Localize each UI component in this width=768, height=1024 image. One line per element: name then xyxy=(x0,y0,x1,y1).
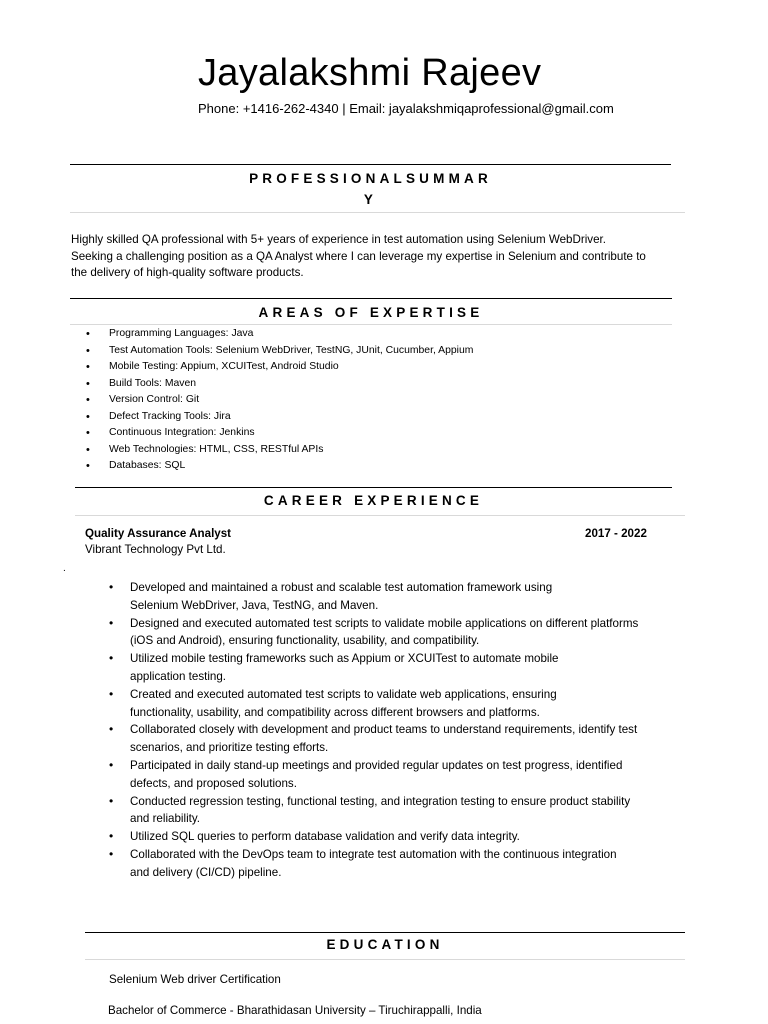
job-title: Quality Assurance Analyst xyxy=(85,527,232,540)
list-item: • Conducted regression testing, functional testing, and integration testing to ensure product stability and reliability. xyxy=(108,793,708,829)
summary-top-rule xyxy=(70,164,671,165)
career-top-rule xyxy=(75,487,672,488)
duties-list xyxy=(108,579,708,882)
summary-line: Seeking a challenging position as a QA Analyst where I can leverage my expertise in Selenium and contribute to xyxy=(71,249,646,263)
stray-marker: . xyxy=(63,563,66,574)
summary-line: the delivery of high-quality software products. xyxy=(71,266,304,280)
list-item: • Programming Languages: Java xyxy=(86,326,473,343)
list-item: • Test Automation Tools: Selenium WebDriver, TestNG, JUnit, Cucumber, Appium xyxy=(86,343,473,360)
list-item: • Databases: SQL xyxy=(86,458,473,475)
education-item: Selenium Web driver Certification xyxy=(109,973,281,986)
list-item: • Build Tools: Maven xyxy=(86,376,473,393)
list-item: • Mobile Testing: Appium, XCUITest, Android Studio xyxy=(86,359,473,376)
summary-bottom-rule xyxy=(70,212,685,213)
summary-heading-line2: Y xyxy=(363,192,378,207)
education-heading: EDUCATION xyxy=(326,937,444,952)
candidate-name: Jayalakshmi Rajeev xyxy=(198,52,542,94)
education-item: Bachelor of Commerce - Bharathidasan University – Tiruchirappalli, India xyxy=(108,1004,482,1017)
job-company: Vibrant Technology Pvt Ltd. xyxy=(85,543,226,556)
expertise-heading: AREAS OF EXPERTISE xyxy=(258,305,484,320)
job-years: 2017 - 2022 xyxy=(585,527,647,540)
expertise-top-rule xyxy=(70,298,672,299)
list-item: • Participated in daily stand-up meetings and provided regular updates on test progress, identified defects, and proposed solutions. xyxy=(108,757,708,793)
career-heading: CAREER EXPERIENCE xyxy=(263,493,484,508)
list-item: • Collaborated closely with development and product teams to understand requirements, identify test scenarios, and prioritize testing efforts. xyxy=(108,721,708,757)
list-item: • Collaborated with the DevOps team to integrate test automation with the continuous integration and delivery (CI/CD) pipeline. xyxy=(108,846,708,882)
summary-heading-line1: PROFESSIONALSUMMAR xyxy=(249,171,492,186)
list-item: • Utilized mobile testing frameworks such as Appium or XCUITest to automate mobile application testing. xyxy=(108,650,708,686)
list-item: • Continuous Integration: Jenkins xyxy=(86,425,473,442)
summary-text xyxy=(71,232,701,282)
list-item: • Utilized SQL queries to perform database validation and verify data integrity. xyxy=(108,828,708,846)
list-item: • Created and executed automated test scripts to validate web applications, ensuring functionality, usability, and compatibility across different browsers and platforms. xyxy=(108,686,708,722)
list-item: • Developed and maintained a robust and scalable test automation framework using Selenium WebDriver, Java, TestNG, and Maven. xyxy=(108,579,708,615)
education-top-rule xyxy=(85,932,685,933)
list-item: • Designed and executed automated test scripts to validate mobile applications on different platforms (iOS and Android), ensuring functionality, usability, and compatibility. xyxy=(108,615,708,651)
expertise-list xyxy=(86,326,473,475)
expertise-bottom-rule xyxy=(70,324,672,325)
education-bottom-rule xyxy=(85,959,685,960)
contact-info: Phone: +1416-262-4340 | Email: jayalakshmiqaprofessional@gmail.com xyxy=(198,101,614,116)
list-item: • Defect Tracking Tools: Jira xyxy=(86,409,473,426)
summary-line: Highly skilled QA professional with 5+ years of experience in test automation using Selenium WebDriver. xyxy=(71,233,606,246)
career-bottom-rule xyxy=(75,515,685,516)
list-item: • Web Technologies: HTML, CSS, RESTful APIs xyxy=(86,442,473,459)
list-item: • Version Control: Git xyxy=(86,392,473,409)
